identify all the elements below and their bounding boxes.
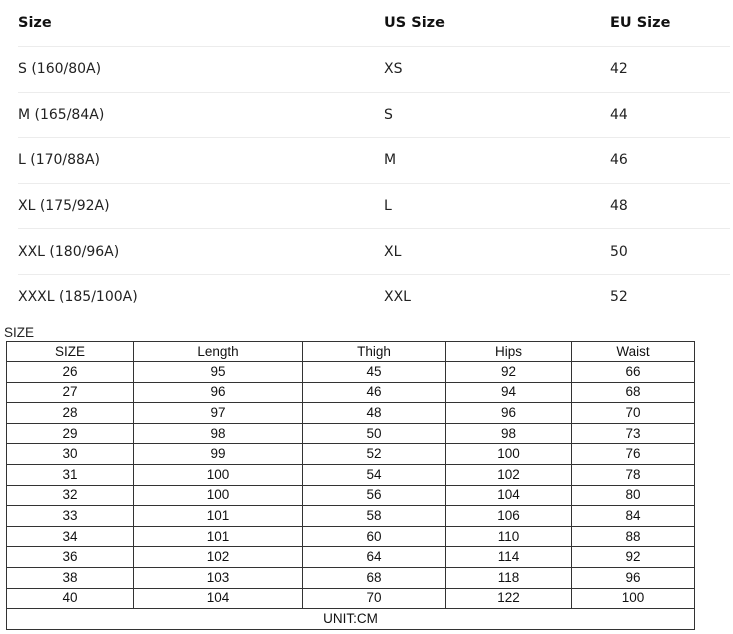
waist-cell: 96 <box>572 567 695 588</box>
thigh-cell: 64 <box>303 547 446 568</box>
size-cell: 40 <box>7 588 134 609</box>
length-cell: 102 <box>134 547 303 568</box>
size-cell: 33 <box>7 506 134 527</box>
measurement-row <box>7 506 695 527</box>
size-cell: S (160/80A) <box>18 61 102 78</box>
header-length: Length <box>134 342 303 362</box>
eu-size-cell: 50 <box>610 243 628 260</box>
header-hips: Hips <box>446 342 572 362</box>
length-cell: 100 <box>134 485 303 506</box>
eu-size-cell: 48 <box>610 198 628 215</box>
size-cell: 34 <box>7 526 134 547</box>
measurement-row <box>7 588 695 609</box>
thigh-cell: 58 <box>303 506 446 527</box>
waist-cell: 78 <box>572 464 695 485</box>
unit-label: UNIT:CM <box>7 609 695 630</box>
waist-cell: 76 <box>572 444 695 465</box>
length-cell: 99 <box>134 444 303 465</box>
size-conversion-row <box>18 229 730 275</box>
us-size-cell: XXL <box>384 289 411 306</box>
measurement-row <box>7 362 695 383</box>
length-cell: 103 <box>134 567 303 588</box>
size-cell: XXXL (185/100A) <box>18 289 138 306</box>
thigh-cell: 70 <box>303 588 446 609</box>
size-conversion-row <box>18 275 730 320</box>
measurement-row <box>7 526 695 547</box>
header-us-size: US Size <box>384 15 445 31</box>
thigh-cell: 50 <box>303 423 446 444</box>
length-cell: 95 <box>134 362 303 383</box>
us-size-cell: S <box>384 106 393 123</box>
waist-cell: 66 <box>572 362 695 383</box>
measurement-caption: SIZE <box>4 325 35 340</box>
waist-cell: 70 <box>572 403 695 424</box>
thigh-cell: 56 <box>303 485 446 506</box>
thigh-cell: 60 <box>303 526 446 547</box>
thigh-cell: 46 <box>303 382 446 403</box>
size-cell: 26 <box>7 362 134 383</box>
us-size-cell: XL <box>384 243 402 260</box>
waist-cell: 92 <box>572 547 695 568</box>
length-cell: 101 <box>134 526 303 547</box>
size-cell: L (170/88A) <box>18 152 101 169</box>
thigh-cell: 48 <box>303 403 446 424</box>
thigh-cell: 68 <box>303 567 446 588</box>
length-cell: 96 <box>134 382 303 403</box>
hips-cell: 106 <box>446 506 572 527</box>
size-cell: 27 <box>7 382 134 403</box>
size-cell: 28 <box>7 403 134 424</box>
eu-size-cell: 44 <box>610 106 628 123</box>
measurement-row <box>7 444 695 465</box>
size-cell: 38 <box>7 567 134 588</box>
hips-cell: 118 <box>446 567 572 588</box>
header-eu-size: EU Size <box>610 15 671 31</box>
measurement-row <box>7 403 695 424</box>
hips-cell: 104 <box>446 485 572 506</box>
measurement-row <box>7 567 695 588</box>
size-cell: M (165/84A) <box>18 106 105 123</box>
thigh-cell: 45 <box>303 362 446 383</box>
size-cell: XXL (180/96A) <box>18 243 120 260</box>
hips-cell: 110 <box>446 526 572 547</box>
measurement-row <box>7 423 695 444</box>
us-size-cell: XS <box>384 61 403 78</box>
size-conversion-table <box>18 0 730 320</box>
eu-size-cell: 42 <box>610 61 628 78</box>
us-size-cell: M <box>384 152 397 169</box>
thigh-cell: 52 <box>303 444 446 465</box>
header-waist: Waist <box>572 342 695 362</box>
length-cell: 104 <box>134 588 303 609</box>
length-cell: 101 <box>134 506 303 527</box>
measurement-row <box>7 382 695 403</box>
length-cell: 100 <box>134 464 303 485</box>
waist-cell: 88 <box>572 526 695 547</box>
us-size-cell: L <box>384 198 392 215</box>
header-size: SIZE <box>7 342 134 362</box>
measurement-header-row <box>7 342 695 362</box>
length-cell: 97 <box>134 403 303 424</box>
size-conversion-row <box>18 184 730 230</box>
size-cell: 36 <box>7 547 134 568</box>
measurement-body <box>7 342 695 630</box>
measurement-row <box>7 485 695 506</box>
size-cell: XL (175/92A) <box>18 198 110 215</box>
size-conversion-row <box>18 47 730 93</box>
header-thigh: Thigh <box>303 342 446 362</box>
hips-cell: 94 <box>446 382 572 403</box>
size-conversion-header <box>18 0 730 47</box>
hips-cell: 114 <box>446 547 572 568</box>
hips-cell: 100 <box>446 444 572 465</box>
size-cell: 31 <box>7 464 134 485</box>
thigh-cell: 54 <box>303 464 446 485</box>
size-cell: 32 <box>7 485 134 506</box>
length-cell: 98 <box>134 423 303 444</box>
size-conversion-row <box>18 138 730 184</box>
size-conversion-row <box>18 93 730 139</box>
size-cell: 29 <box>7 423 134 444</box>
unit-row <box>7 609 695 630</box>
waist-cell: 68 <box>572 382 695 403</box>
hips-cell: 98 <box>446 423 572 444</box>
hips-cell: 102 <box>446 464 572 485</box>
eu-size-cell: 46 <box>610 152 628 169</box>
measurement-row <box>7 464 695 485</box>
waist-cell: 73 <box>572 423 695 444</box>
hips-cell: 96 <box>446 403 572 424</box>
hips-cell: 92 <box>446 362 572 383</box>
header-size: Size <box>18 15 52 31</box>
hips-cell: 122 <box>446 588 572 609</box>
waist-cell: 80 <box>572 485 695 506</box>
measurement-row <box>7 547 695 568</box>
size-cell: 30 <box>7 444 134 465</box>
eu-size-cell: 52 <box>610 289 628 306</box>
waist-cell: 100 <box>572 588 695 609</box>
measurement-table <box>6 341 695 630</box>
waist-cell: 84 <box>572 506 695 527</box>
